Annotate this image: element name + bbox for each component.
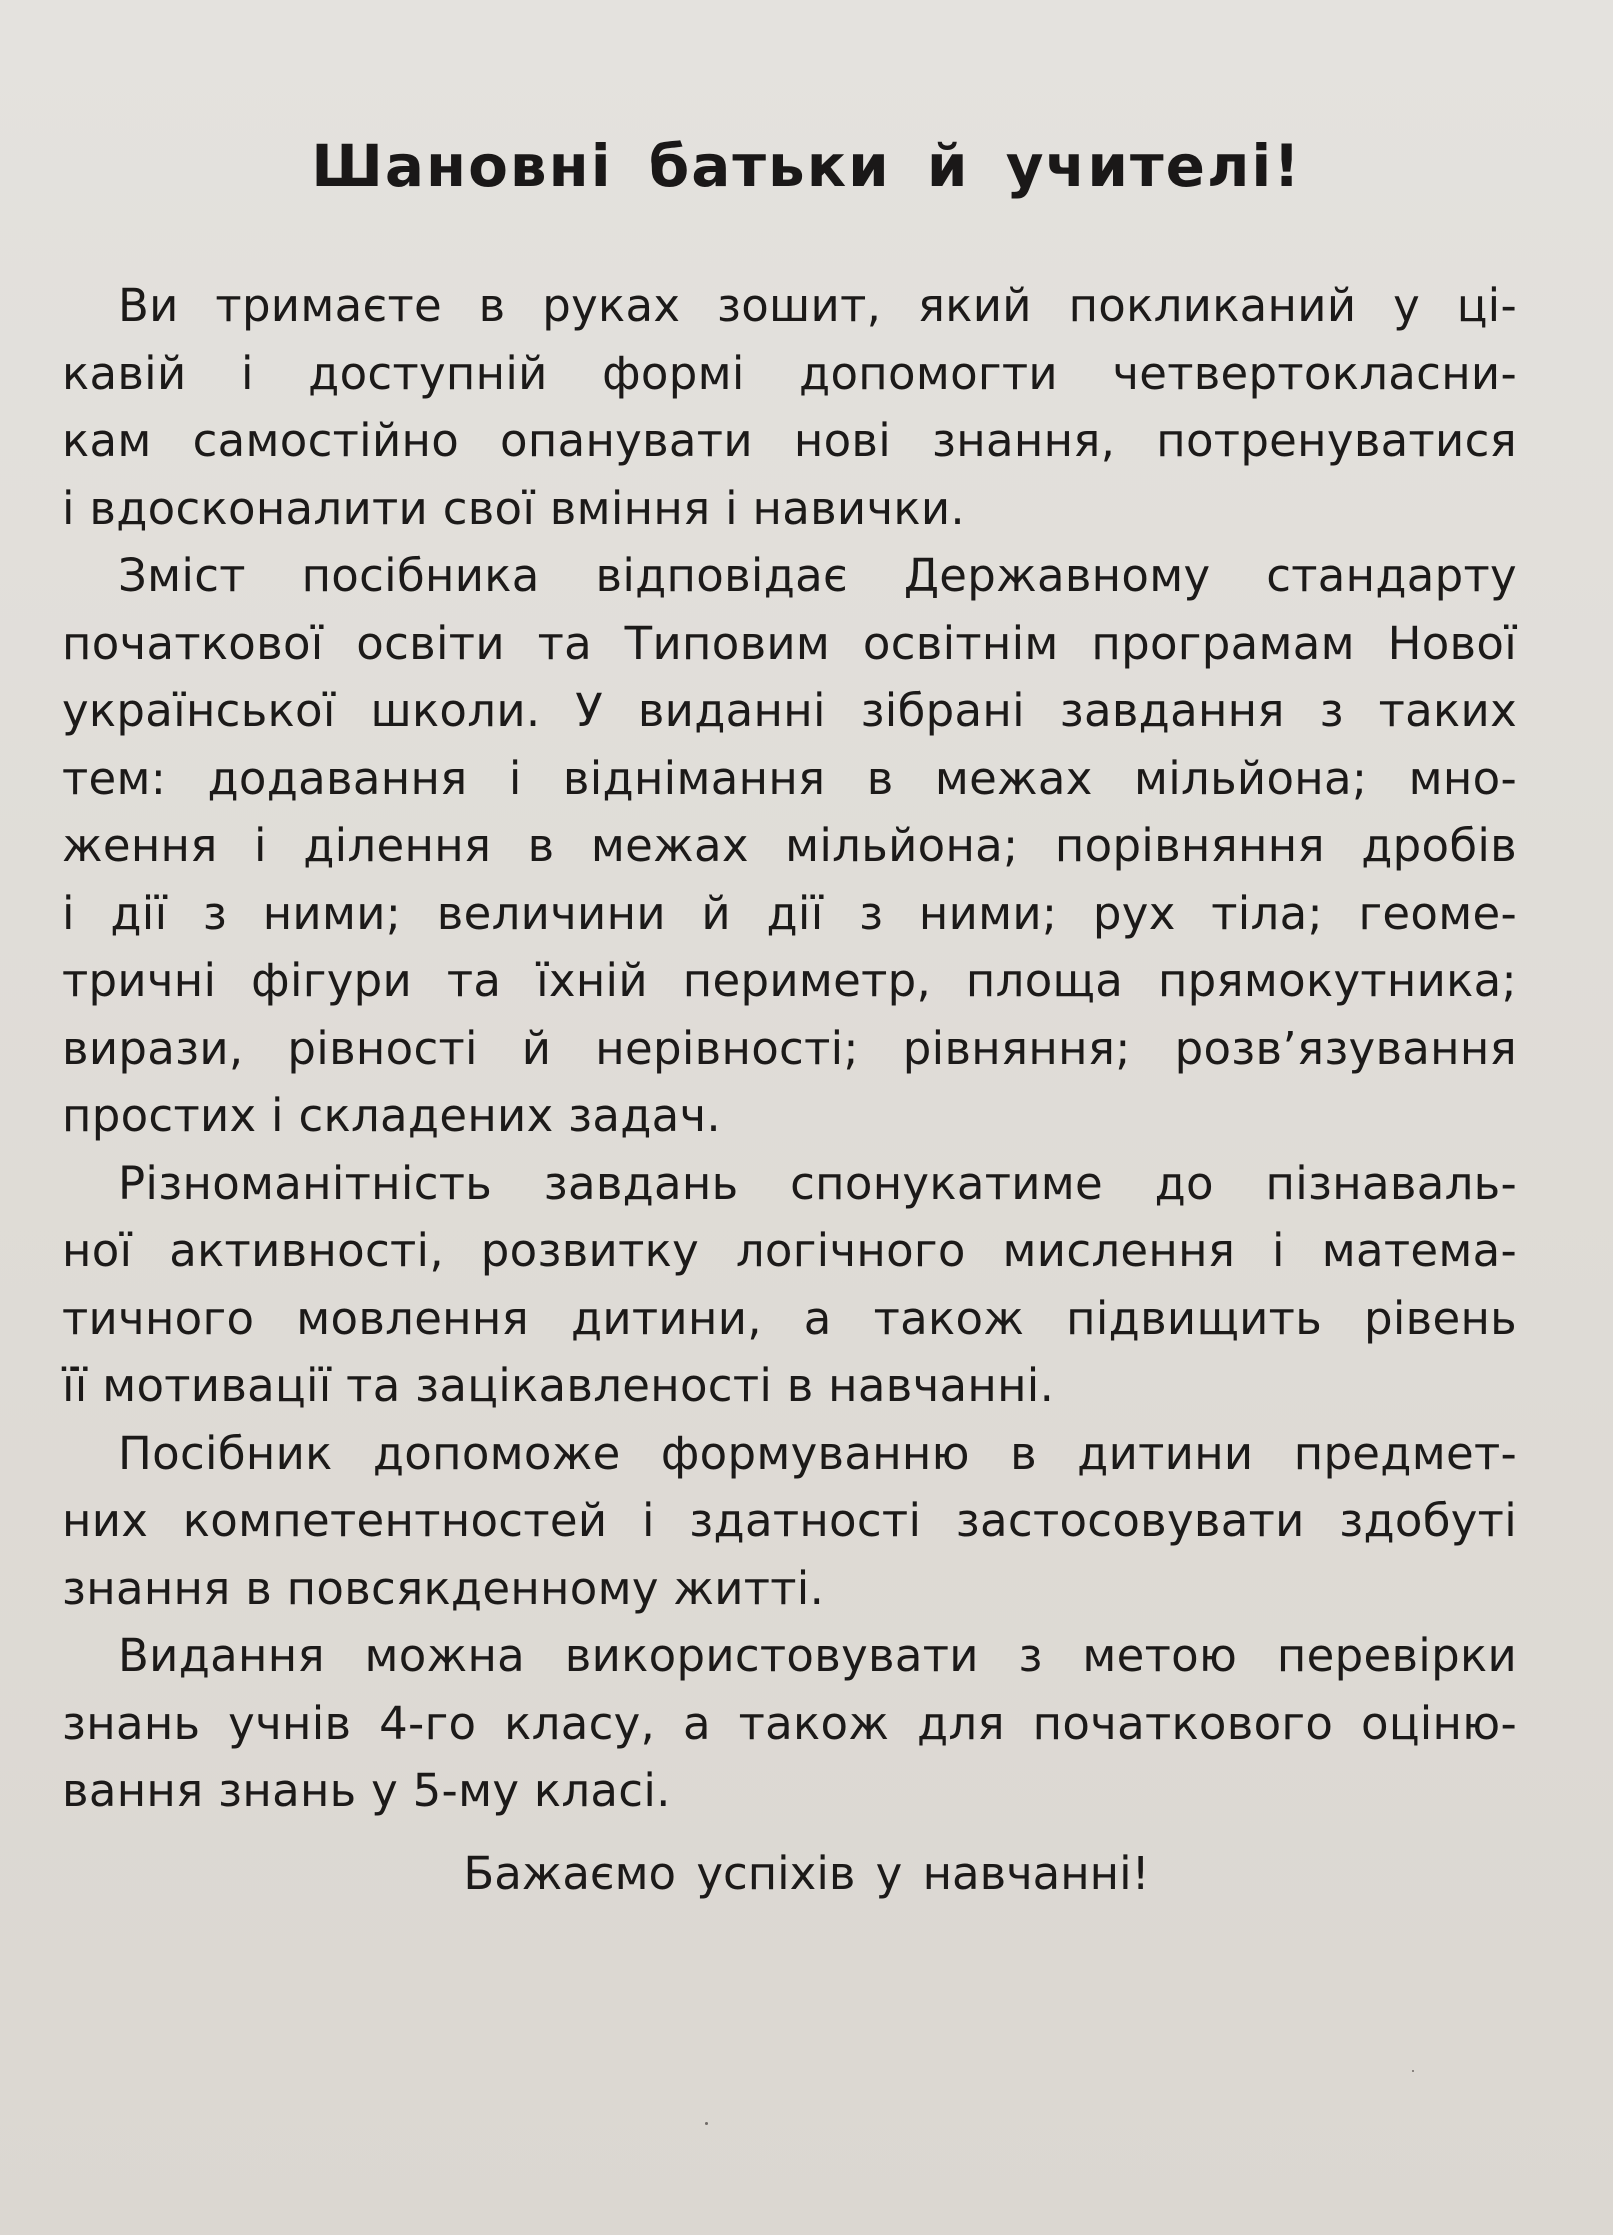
text-line: початкової освіти та Типовим освітнім програмам Нової [62,616,1517,670]
text-line: Посібник допоможе формуванню в дитини предмет- [118,1426,1517,1480]
text-line: і дії з ними; величини й дії з ними; рух тіла; геоме- [62,886,1517,940]
text-line: її мотивації та зацікавленості в навчанні. [62,1359,1055,1412]
text-line: вання знань у 5-му класі. [62,1764,671,1817]
text-line: Видання можна використовувати з метою перевірки [118,1629,1517,1682]
text-line: Ви тримаєте в руках зошит, який покликаний у ці- [118,279,1517,332]
text-line: і вдосконалити свої вміння і навички. [62,481,965,535]
text-line: Різноманітність завдань спонукатиме до пізнаваль- [118,1156,1517,1210]
text-line: тем: додавання і віднімання в межах мільйона; мно- [62,751,1517,805]
paper-speck [705,2122,708,2125]
text-line: знань учнів 4-го класу, а також для початкового оціню- [62,1696,1517,1750]
paragraph-1 [62,272,1517,542]
text-line: ної активності, розвитку логічного мислення і матема- [62,1224,1517,1277]
text-line: знання в повсякденному житті. [62,1561,825,1615]
text-line: тричні фігури та їхній периметр, площа прямокутника; [62,954,1517,1007]
text-line: ження і ділення в межах мільйона; порівняння дробів [62,819,1517,872]
text-line: вирази, рівності й нерівності; рівняння; розв’язування [62,1021,1517,1075]
paragraph-3 [62,1150,1517,1420]
paragraph-2 [62,542,1517,1150]
text-line: української школи. У виданні зібрані завдання з таких [62,684,1517,737]
text-line: кам самостійно опанувати нові знання, потренуватися [62,414,1517,467]
body-text [62,272,1517,1825]
text-line: тичного мовлення дитини, а також підвищить рівень [62,1291,1517,1345]
text-line: кавій і доступній формі допомогти четвертокласни- [62,346,1517,400]
page-title: Шановні батьки й учителі! [311,132,1302,200]
text-line: Зміст посібника відповідає Державному стандарту [118,549,1517,602]
text-line: них компетентностей і здатності застосовувати здобуті [62,1494,1517,1547]
paper-speck [1412,2070,1414,2072]
text-line: простих і складених задач. [62,1089,722,1142]
paragraph-4 [62,1420,1517,1623]
closing-wish: Бажаємо успіхів у навчанні! [463,1847,1150,1900]
paragraph-5 [62,1622,1517,1825]
